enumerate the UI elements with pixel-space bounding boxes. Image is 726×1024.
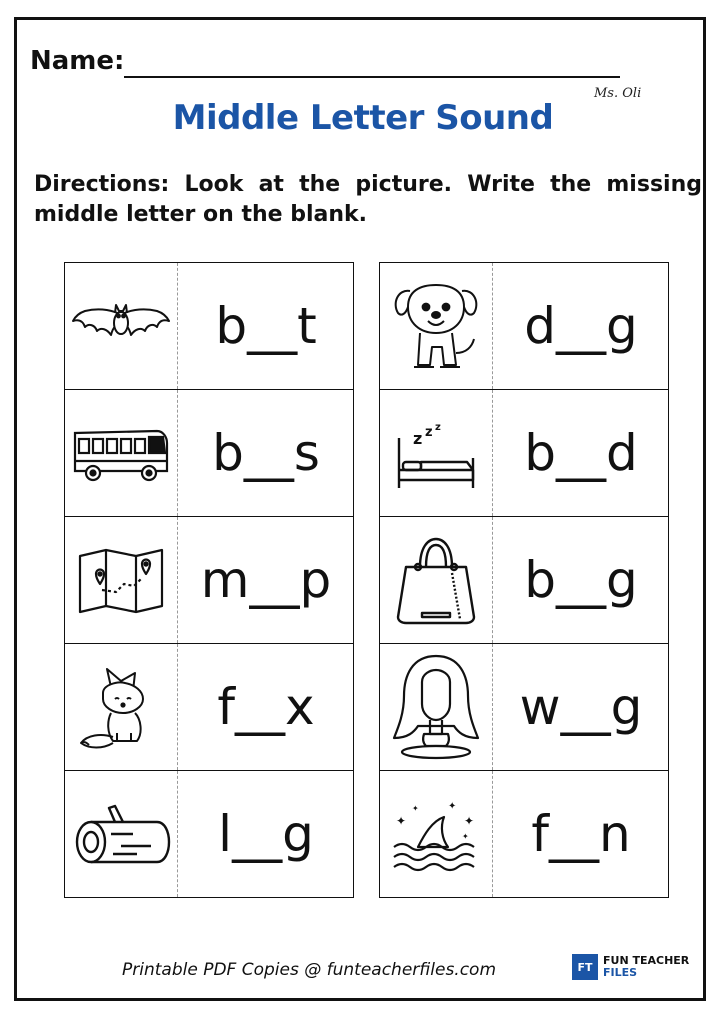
word-card — [379, 389, 669, 517]
missing-letter-word: w__g — [519, 678, 643, 736]
missing-letter-word: b__t — [215, 297, 317, 355]
svg-text:✦: ✦ — [412, 804, 419, 813]
dog-icon — [384, 271, 488, 383]
bag-icon — [384, 525, 488, 637]
signature: Ms. Oli — [594, 86, 642, 101]
svg-text:✦: ✦ — [464, 814, 475, 828]
word-card — [379, 262, 669, 390]
word-card — [64, 262, 354, 390]
missing-letter-word: b__d — [524, 424, 638, 482]
word-card — [64, 389, 354, 517]
card-divider — [177, 771, 178, 897]
svg-text:✦: ✦ — [396, 814, 407, 828]
bed-icon — [384, 398, 488, 510]
card-divider — [177, 517, 178, 643]
page-title: Middle Letter Sound — [172, 98, 554, 138]
name-label: Name: — [30, 46, 125, 76]
missing-letter-word: m__p — [200, 551, 332, 609]
logo-wordmark — [603, 955, 689, 979]
fin-icon — [384, 779, 488, 891]
card-divider — [492, 263, 493, 389]
card-divider — [177, 263, 178, 389]
missing-letter-word: f__n — [531, 805, 631, 863]
name-blank-line[interactable] — [124, 76, 620, 78]
card-divider — [177, 644, 178, 770]
word-card — [379, 516, 669, 644]
logo-line1: FUN TEACHER — [603, 954, 690, 967]
footer-text: Printable PDF Copies @ funteacherfiles.com — [122, 960, 497, 980]
svg-text:z: z — [413, 429, 423, 448]
bus-icon — [69, 398, 173, 510]
word-card — [64, 516, 354, 644]
bat-icon — [69, 271, 173, 383]
wig-icon — [384, 652, 488, 764]
svg-text:✦: ✦ — [462, 832, 469, 841]
missing-letter-word: l__g — [218, 805, 314, 863]
word-card — [64, 643, 354, 771]
svg-text:z: z — [435, 422, 441, 433]
card-divider — [177, 390, 178, 516]
card-divider — [492, 771, 493, 897]
card-divider — [492, 644, 493, 770]
svg-text:z: z — [425, 425, 433, 440]
missing-letter-word: b__s — [212, 424, 320, 482]
word-card — [379, 770, 669, 898]
svg-text:✦: ✦ — [448, 801, 457, 812]
logo-badge: FT — [572, 954, 598, 980]
missing-letter-word: b__g — [524, 551, 638, 609]
card-divider — [492, 390, 493, 516]
missing-letter-word: f__x — [217, 678, 315, 736]
map-icon — [69, 525, 173, 637]
word-card — [379, 643, 669, 771]
card-divider — [492, 517, 493, 643]
logo-line2: FILES — [603, 966, 638, 979]
fox-icon — [69, 652, 173, 764]
directions-text: Directions: Look at the picture. Write the missing middle letter on the blank. — [34, 172, 702, 227]
log-icon — [69, 779, 173, 891]
word-card — [64, 770, 354, 898]
fun-teacher-files-logo — [572, 954, 689, 980]
missing-letter-word: d__g — [524, 297, 638, 355]
